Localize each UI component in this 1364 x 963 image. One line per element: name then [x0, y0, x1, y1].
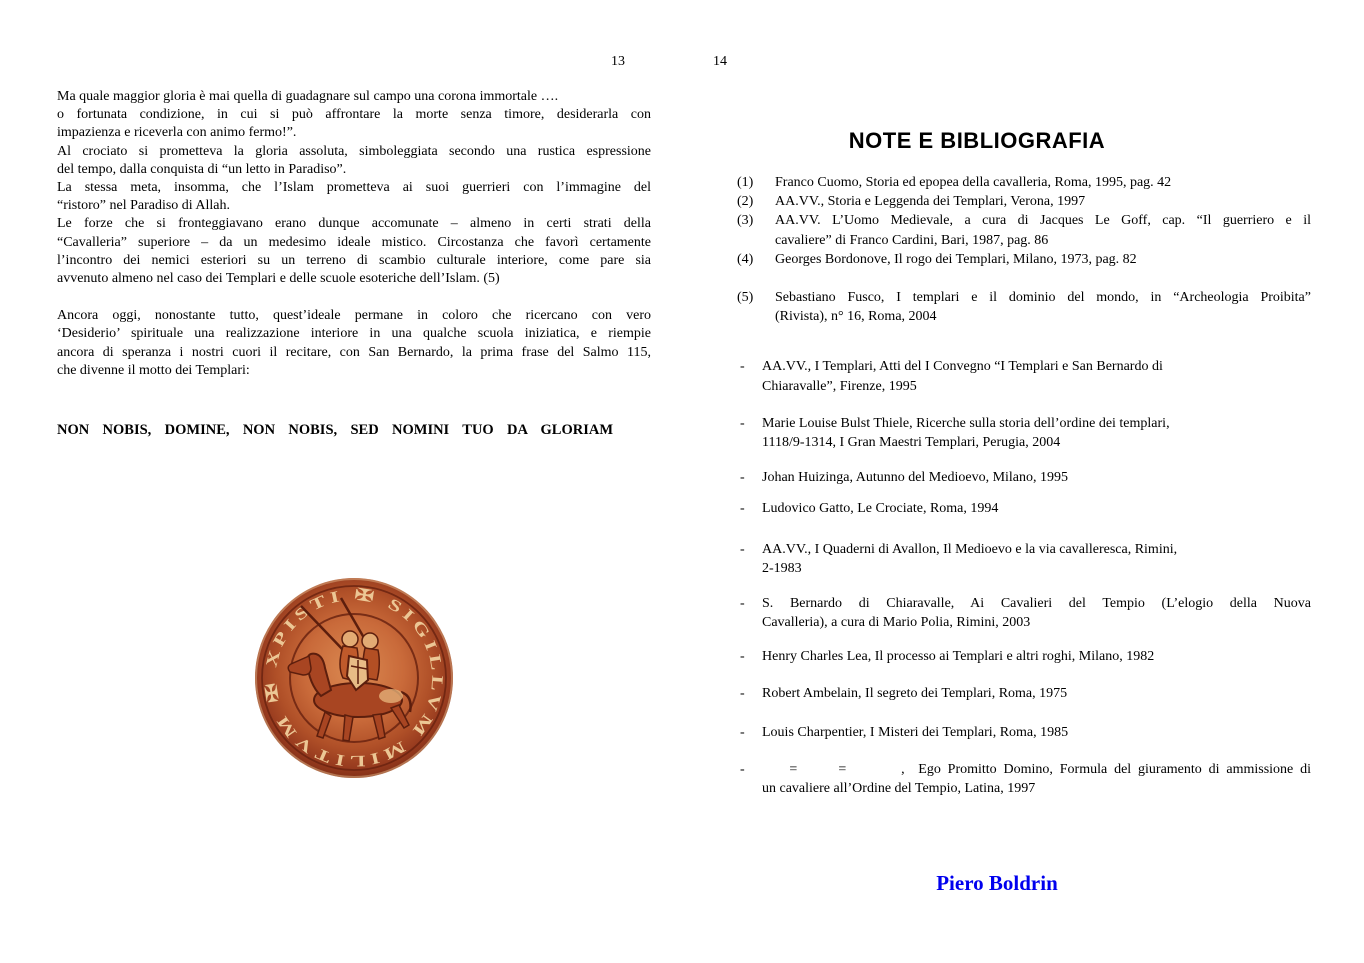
paragraph-line: “ristoro” nel Paradiso di Allah.	[57, 198, 231, 214]
bibliography-entry	[737, 594, 1311, 632]
bibliography-entry	[737, 760, 1311, 798]
entry-line: Robert Ambelain, Il segreto dei Templari, Roma, 1975	[762, 685, 1068, 701]
page-number-left: 13	[611, 54, 625, 69]
entry-marker: (4)	[737, 251, 754, 267]
seal-legend-text: ✠ SIGILLVM MILITVM ✠ XPISTI	[262, 586, 446, 770]
entry-line: Franco Cuomo, Storia ed epopea della cavalleria, Roma, 1995, pag. 42	[775, 175, 1172, 190]
author-signature: Piero Boldrin	[936, 871, 1058, 895]
entry-line: cavaliere” di Franco Cardini, Bari, 1987, pag. 86	[775, 232, 1049, 248]
bibliography-entry	[737, 684, 1311, 703]
bibliography-entry	[737, 211, 1311, 249]
entry-marker: -	[740, 649, 745, 665]
entry-marker: (5)	[737, 290, 754, 306]
entry-marker: -	[740, 724, 745, 740]
paragraph-line: impazienza e riceverla con animo fermo!”.	[57, 125, 297, 141]
paragraph-line: “Cavalleria” superiore – da un medesimo ideale mistico. Circostanza che favorì certamente	[57, 234, 651, 250]
entry-line: Marie Louise Bulst Thiele, Ricerche sulla storia dell’ordine dei templari,	[762, 415, 1170, 431]
entry-marker: -	[740, 470, 745, 486]
entry-marker: -	[740, 541, 745, 557]
entry-marker: (2)	[737, 194, 754, 210]
entry-marker: -	[740, 685, 745, 701]
entry-line: Cavalleria), a cura di Mario Polia, Rimini, 2003	[762, 615, 1031, 631]
entry-marker: (3)	[737, 213, 754, 229]
paragraph	[57, 88, 651, 143]
bibliography-entry	[737, 414, 1311, 452]
bibliography-entry	[737, 250, 1311, 269]
bibliography-entry	[737, 357, 1311, 395]
bibliography-title: NOTE E BIBLIOGRAFIA	[848, 128, 1106, 153]
paragraph-line: Ma quale maggior gloria è mai quella di guadagnare sul campo una corona immortale ….	[57, 89, 559, 104]
entry-line: AA.VV. L’Uomo Medievale, a cura di Jacques Le Goff, cap. “Il guerriero e il	[775, 213, 1311, 229]
entry-marker: -	[740, 762, 745, 778]
entry-marker: -	[740, 415, 745, 431]
entry-line: AA.VV., I Quaderni di Avallon, Il Medioevo e la via cavalleresca, Rimini,	[762, 541, 1178, 557]
paragraph-line: ‘Desiderio’ spirituale una realizzazione interiore in una qualche scuola iniziatica, e riempie	[57, 326, 651, 342]
entry-line: Johan Huizinga, Autunno del Medioevo, Milano, 1995	[762, 470, 1069, 486]
paragraph-line: o fortunata condizione, in cui si può affrontare la morte senza timore, desiderarla con	[57, 107, 651, 123]
paragraph-line: che divenne il motto dei Templari:	[57, 362, 250, 378]
entry-line: 1118/9-1314, I Gran Maestri Templari, Perugia, 2004	[762, 435, 1061, 451]
knight-head	[342, 631, 358, 647]
paragraph-line: La stessa meta, insomma, che l’Islam prometteva ai suoi guerrieri con l’immagine del	[57, 180, 651, 196]
entry-line: AA.VV., Storia e Leggenda dei Templari, Verona, 1997	[775, 194, 1086, 210]
entry-marker: (1)	[737, 175, 754, 190]
entry-line: AA.VV., I Templari, Atti del I Convegno “I Templari e San Bernardo di	[762, 359, 1163, 375]
entry-marker: -	[740, 501, 745, 517]
entry-marker: -	[740, 596, 745, 612]
bibliography-entry	[737, 468, 1311, 487]
entry-line: Georges Bordonove, Il rogo dei Templari, Milano, 1973, pag. 82	[775, 251, 1137, 267]
paragraph-line: ancora di speranza i nostri cuori il recitare, con San Bernardo, la prima frase del Salmo 115,	[57, 344, 651, 360]
templar-motto: NON NOBIS, DOMINE, NON NOBIS, SED NOMINI TUO DA GLORIAM	[57, 422, 613, 439]
bibliography-entry	[737, 723, 1311, 742]
entry-line: 2-1983	[762, 560, 802, 576]
bibliography-list	[737, 173, 1311, 798]
page-number-right: 14	[713, 54, 727, 69]
bibliography-entry	[737, 192, 1311, 211]
paragraph-line: avvenuto almeno nel caso dei Templari e delle scuole esoteriche dell’Islam. (5)	[57, 271, 500, 287]
paragraph-line: l’incontro dei nemici esteriori su un terreno di scambio culturale interiore, come pare sia	[57, 252, 651, 268]
paragraph-line: del tempo, dalla conquista di “un letto in Paradiso”.	[57, 161, 347, 177]
entry-line: (Rivista), n° 16, Roma, 2004	[775, 309, 937, 325]
paragraph	[57, 143, 651, 179]
bibliography-entry	[737, 499, 1311, 518]
left-page-body	[57, 88, 651, 440]
bibliography-entry	[737, 288, 1311, 326]
paragraph-line: Le forze che si fronteggiavano erano dunque accomunate – almeno in certi strati della	[57, 216, 651, 232]
entry-line: = = , Ego Promitto Domino, Formula del giuramento di ammissione di	[762, 762, 1311, 778]
paragraph-line: Al crociato si prometteva la gloria assoluta, simboleggiata secondo una rustica espressione	[57, 143, 651, 159]
templar-seal-image	[253, 576, 455, 781]
bibliography-entry	[737, 647, 1311, 666]
entry-line: Chiaravalle”, Firenze, 1995	[762, 378, 917, 394]
blank-line	[57, 288, 651, 307]
paragraph	[57, 179, 651, 215]
paragraph-line: Ancora oggi, nonostante tutto, quest’ideale permane in coloro che ricercano con vero	[57, 308, 651, 324]
bibliography-entry	[737, 540, 1311, 578]
paragraph	[57, 215, 651, 288]
entry-line: S. Bernardo di Chiaravalle, Ai Cavalieri del Tempio (L’elogio della Nuova	[762, 596, 1311, 612]
entry-line: Ludovico Gatto, Le Crociate, Roma, 1994	[762, 501, 999, 517]
entry-marker: -	[740, 359, 745, 375]
knight-head	[362, 633, 378, 649]
entry-line: Henry Charles Lea, Il processo ai Templari e altri roghi, Milano, 1982	[762, 649, 1155, 665]
paragraph	[57, 307, 651, 380]
entry-line: un cavaliere all’Ordine del Tempio, Latina, 1997	[762, 781, 1036, 797]
entry-line: Louis Charpentier, I Misteri dei Templari, Roma, 1985	[762, 724, 1069, 740]
bibliography-entry	[737, 173, 1311, 192]
entry-line: Sebastiano Fusco, I templari e il dominio del mondo, in “Archeologia Proibita”	[775, 290, 1311, 306]
